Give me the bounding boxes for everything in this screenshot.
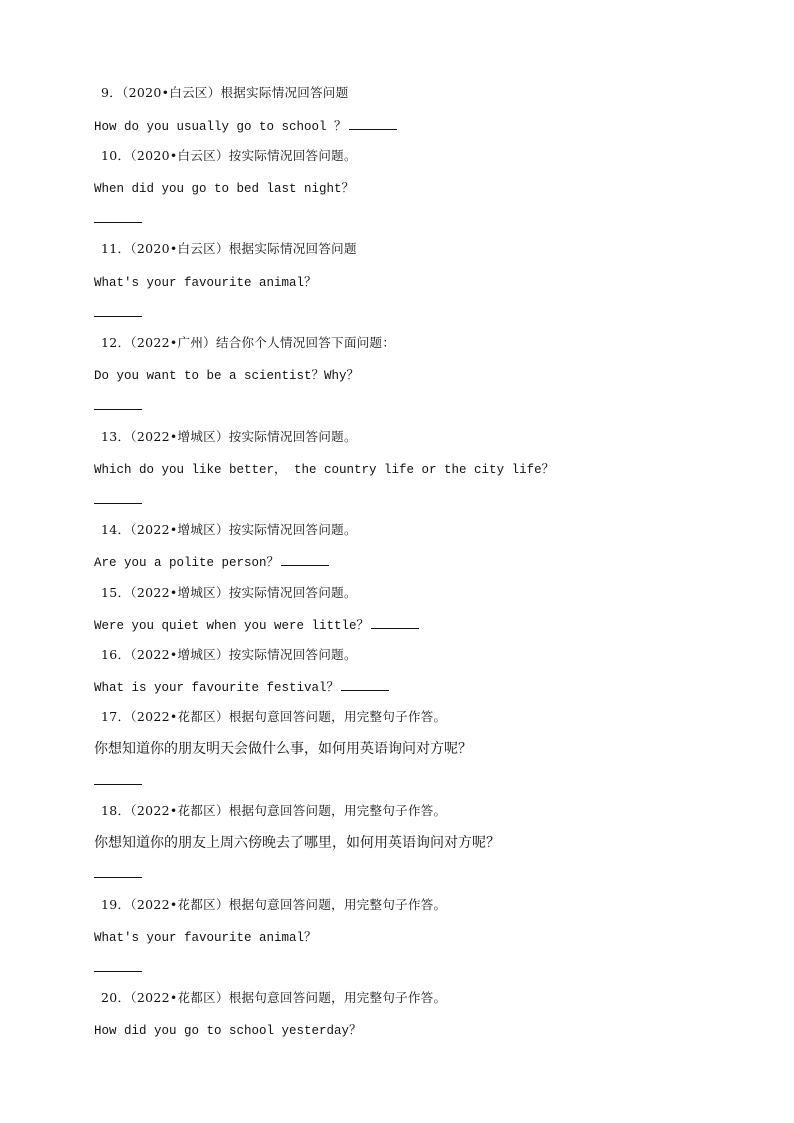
- answer-blank: [94, 971, 142, 972]
- answer-blank: [349, 119, 397, 130]
- question-12-text: Do you want to be a scientist？Why？: [94, 369, 360, 383]
- question-20-text: How did you go to school yesterday？: [94, 1024, 362, 1038]
- answer-blank: [94, 784, 142, 785]
- answer-blank: [94, 503, 142, 504]
- question-17-header: 17．（2022•花都区）根据句意回答问题，用完整句子作答。: [101, 709, 447, 724]
- question-13-text: Which do you like better， the country life or the city life？: [94, 463, 555, 477]
- question-17-text: 你想知道你的朋友明天会做什么事，如何用英语询问对方呢？: [94, 741, 472, 757]
- answer-blank: [281, 555, 329, 566]
- question-15-text: Were you quiet when you were little？: [94, 619, 370, 633]
- answer-blank: [371, 618, 419, 629]
- question-11-text: What's your favourite animal？: [94, 276, 317, 290]
- question-11-header: 11．（2020•白云区）根据实际情况回答问题: [101, 241, 357, 256]
- question-13-header: 13．（2022•增城区）按实际情况回答问题。: [101, 429, 357, 444]
- answer-blank: [94, 409, 142, 410]
- question-14-text-line: [94, 552, 329, 570]
- question-12-header: 12．（2022•广州）结合你个人情况回答下面问题：: [101, 335, 396, 350]
- question-9-header: 9．（2020•白云区）根据实际情况回答问题: [101, 85, 349, 100]
- question-14-header: 14．（2022•增城区）按实际情况回答问题。: [101, 522, 357, 537]
- question-19-header: 19．（2022•花都区）根据句意回答问题，用完整句子作答。: [101, 897, 447, 912]
- question-19-text: What's your favourite animal？: [94, 931, 317, 945]
- question-10-header: 10．（2020•白云区）按实际情况回答问题。: [101, 148, 357, 163]
- answer-blank: [341, 680, 389, 691]
- question-15-text-line: [94, 615, 419, 633]
- question-16-text: What is your favourite festival？: [94, 681, 340, 695]
- question-16-text-line: [94, 677, 389, 695]
- question-9-text: How do you usually go to school ？: [94, 120, 347, 134]
- question-18-header: 18．（2022•花都区）根据句意回答问题，用完整句子作答。: [101, 803, 447, 818]
- question-10-text: When did you go to bed last night？: [94, 182, 355, 196]
- answer-blank: [94, 877, 142, 878]
- question-15-header: 15．（2022•增城区）按实际情况回答问题。: [101, 585, 357, 600]
- question-18-text: 你想知道你的朋友上周六傍晚去了哪里，如何用英语询问对方呢？: [94, 835, 500, 851]
- answer-blank: [94, 222, 142, 223]
- question-20-header: 20．（2022•花都区）根据句意回答问题，用完整句子作答。: [101, 990, 447, 1005]
- question-16-header: 16．（2022•增城区）按实际情况回答问题。: [101, 647, 357, 662]
- answer-blank: [94, 316, 142, 317]
- question-14-text: Are you a polite person？: [94, 556, 280, 570]
- question-9-text-line: [94, 116, 397, 134]
